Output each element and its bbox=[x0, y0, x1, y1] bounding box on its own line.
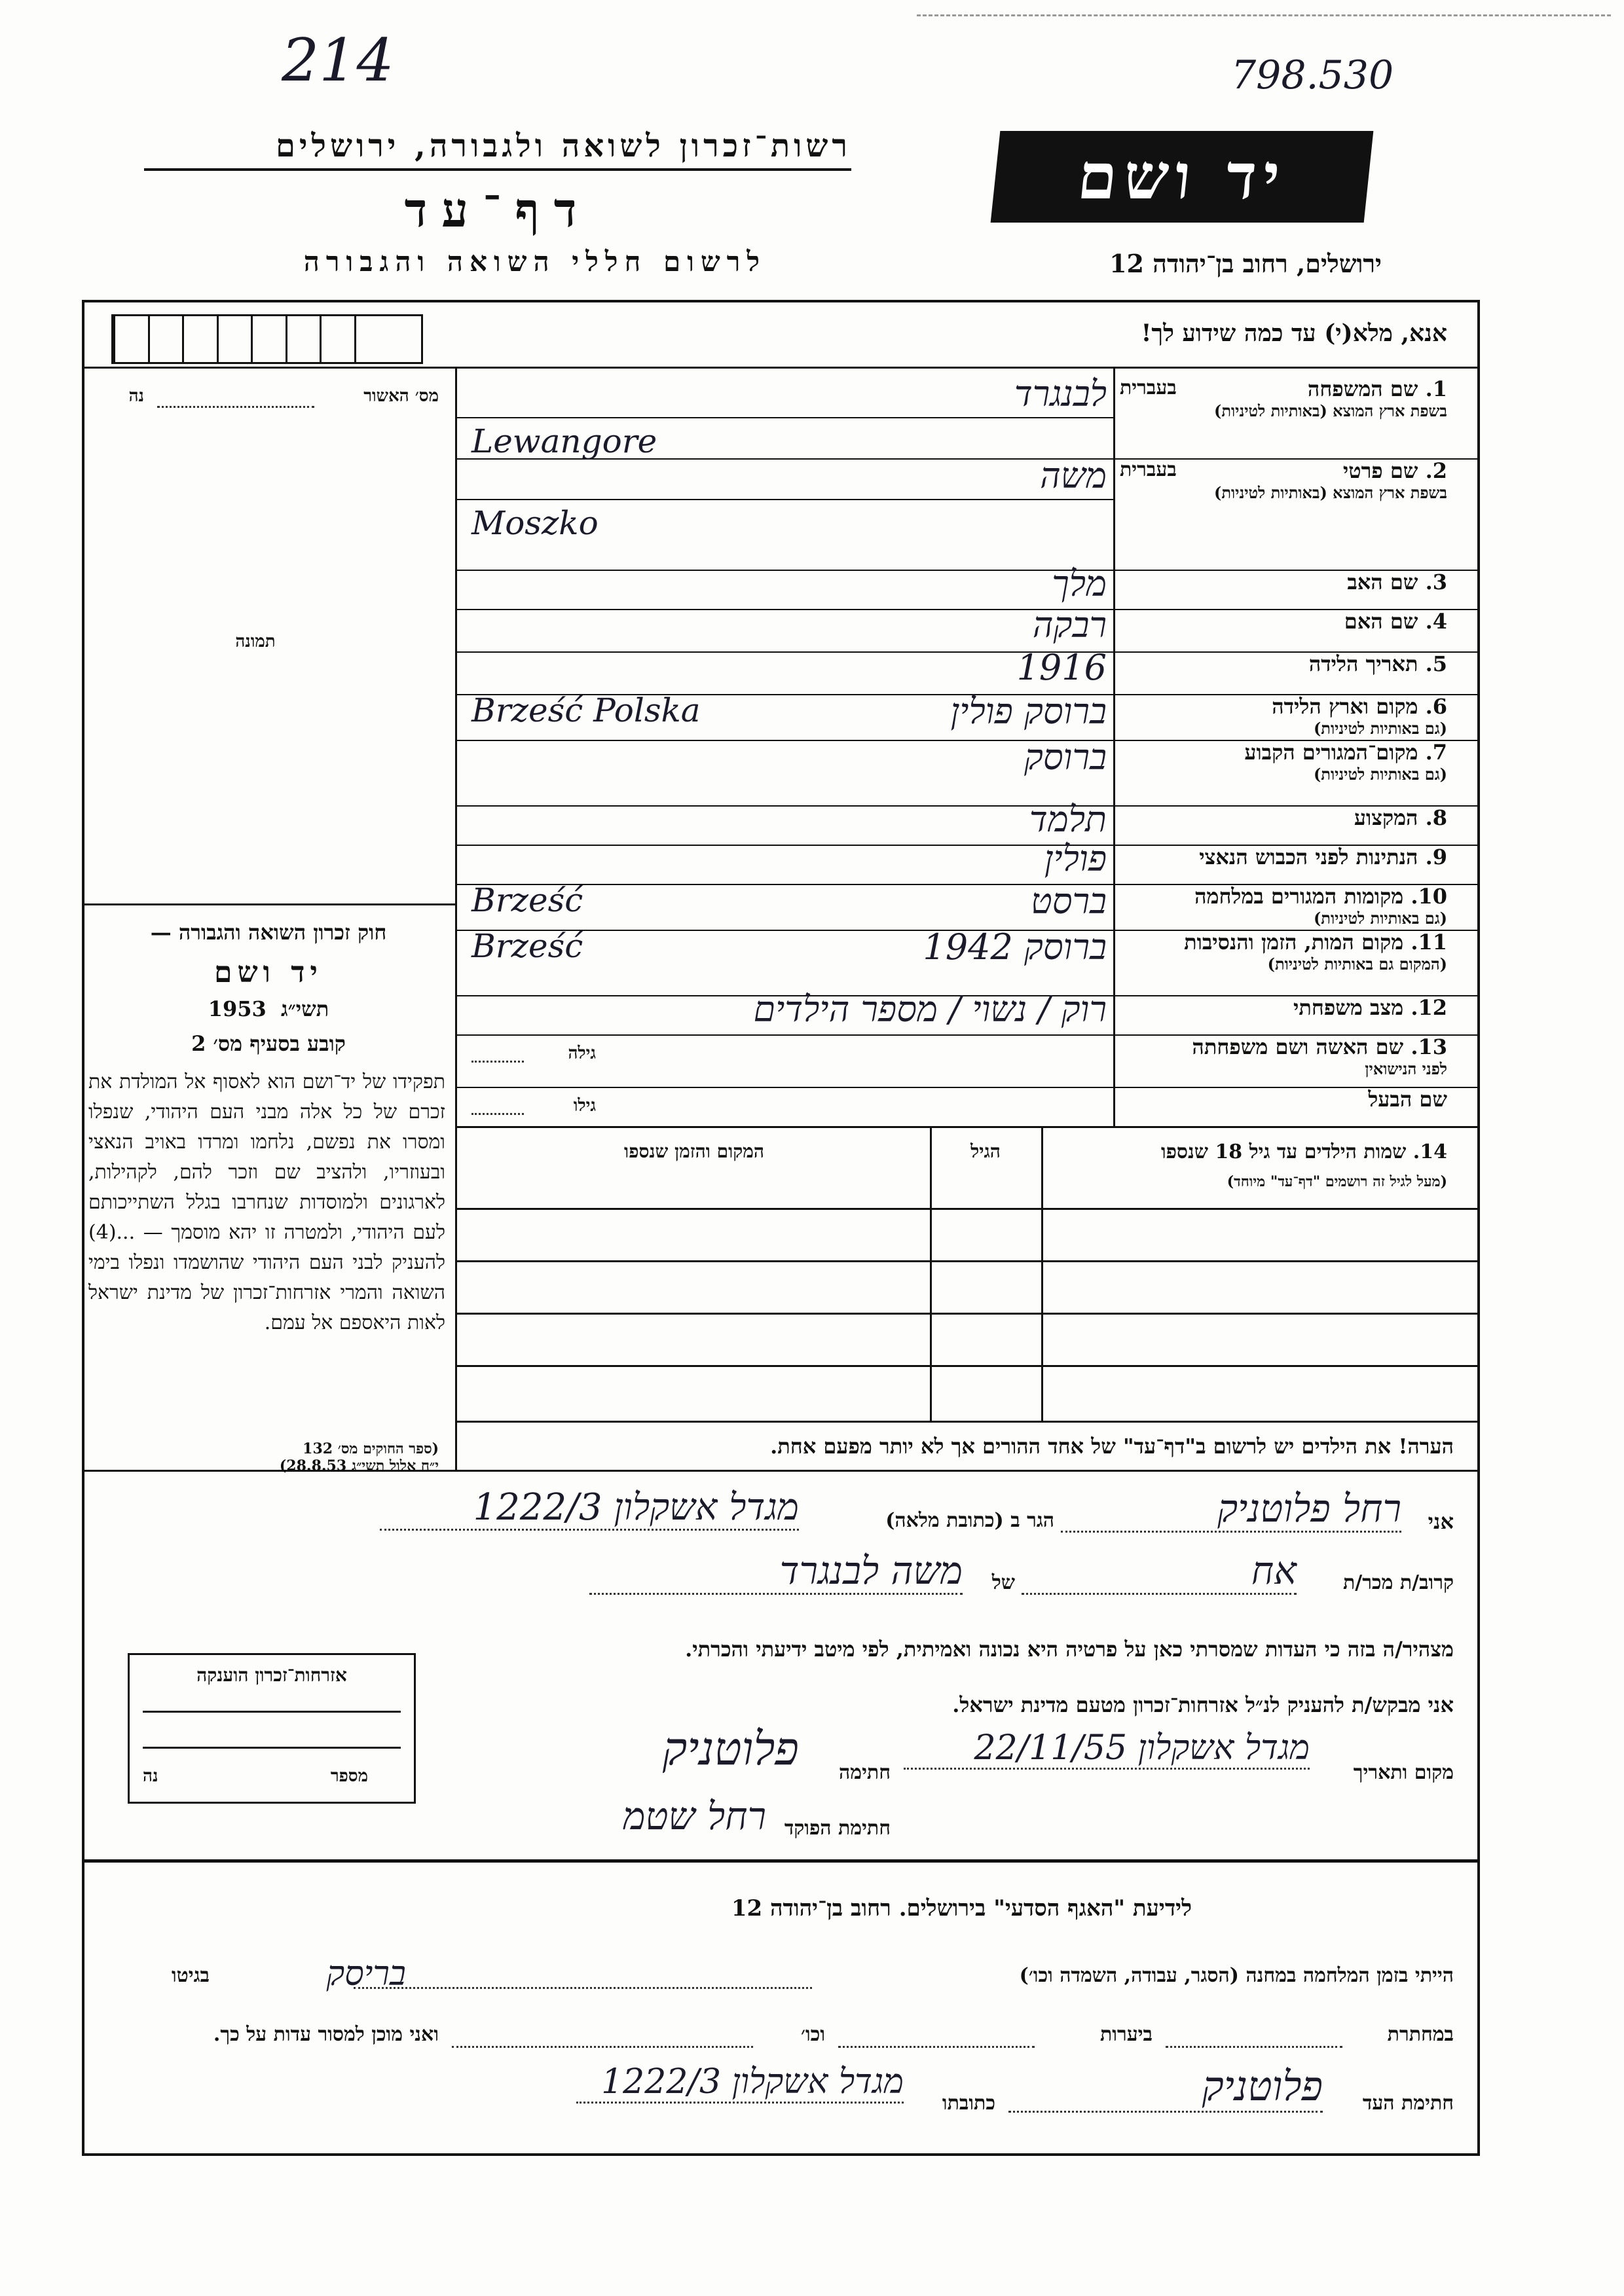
decl-place-date-label: מקום ותאריך bbox=[1353, 1761, 1454, 1784]
law-year: 1953 bbox=[208, 996, 267, 1021]
field-note: (גם באותיות לטיניות) bbox=[1313, 909, 1447, 928]
children-age-header: הגיל bbox=[970, 1140, 1001, 1162]
field-label: שם הבעל bbox=[1368, 1087, 1447, 1112]
footer-forests: ביערות bbox=[1099, 2023, 1153, 2046]
children-place-header: המקום והזמן שנספו bbox=[624, 1140, 764, 1162]
field-value: ברוסק bbox=[1024, 737, 1107, 778]
org-name: רשות־זכרון לשואה ולגבורה, ירושלים bbox=[144, 128, 851, 171]
field-label: 7. מקום־המגורים הקבוע bbox=[1244, 740, 1447, 765]
footer-ghetto-label: בגיטו bbox=[171, 1964, 210, 1987]
field-label-cell bbox=[1120, 845, 1447, 884]
children-num: 14. bbox=[1412, 1140, 1447, 1163]
citizenship-number-suffix: נה bbox=[143, 1766, 158, 1786]
field-label-cell bbox=[1120, 694, 1447, 740]
field-label: 5. תאריך הלידה bbox=[1308, 651, 1447, 676]
footer-address: מגדל אשקלון 1222/3 bbox=[576, 2062, 904, 2104]
footer-address-label: כתובתו bbox=[942, 2092, 995, 2115]
field-label: 11. מקום המות, הזמן והנסיבות bbox=[1184, 930, 1447, 955]
decl-residing-label: הגר ב (כתובת מלאה) bbox=[885, 1509, 1054, 1532]
decl-address: מגדל אשקלון 1222/3 bbox=[380, 1486, 799, 1531]
footer-underground-field bbox=[1166, 2046, 1342, 2048]
decl-ani: אני bbox=[1428, 1509, 1454, 1534]
footer-underground: במחתרת bbox=[1387, 2023, 1454, 2046]
children-note: (מעל לגיל זה רושמים "דף־עד" מיוחד) bbox=[1227, 1173, 1447, 1190]
footer-camp-field bbox=[354, 1987, 812, 1989]
field-label-cell bbox=[1120, 995, 1447, 1034]
law-text: תפקידו של יד־ושם הוא לאסוף אל המולדת את זכרם של כל אלה מבני העם היהודי, שנפלו ומסרו את נפשם, נלחמו ומרדו באויב הנאצי ובעוזריו, ולהציב שם וזכר להם, לקהילות, לארגונים ולמוסדות שנחרבו בגלל השתייכותם לעם היהודי, ולמטרה זו יהא מוסמך — ...(4) להעניק לבני העם היהודי שהושמדו ונפלו בימי השואה והמרי אזרחות־זכרון של מדינת ישראל לאות היאספם אל עמם. bbox=[88, 1070, 445, 1334]
field-label: 13. שם האשה ושם משפחתה bbox=[1192, 1034, 1447, 1059]
field-value: פולין bbox=[1044, 838, 1107, 879]
footer-etc: וכו׳ bbox=[801, 2023, 825, 2046]
decl-signature-label: חתימה bbox=[839, 1761, 891, 1784]
law-ref-line2: י״ח אלול תשי״ג 28.8.53) bbox=[279, 1457, 439, 1474]
children-row-1 bbox=[455, 1208, 1480, 1210]
rule-remark-bottom bbox=[82, 1470, 1480, 1472]
field-label: 4. שם האם bbox=[1344, 609, 1447, 634]
field-value: תלמד bbox=[1029, 799, 1107, 840]
field-mid-rule bbox=[455, 499, 1113, 500]
field-value: רבקה bbox=[1032, 604, 1107, 646]
field-value-latin: Lewangore bbox=[471, 422, 657, 460]
field-label-cell bbox=[1120, 805, 1447, 845]
rule-children-top bbox=[455, 1126, 1480, 1128]
decl-officer-label: חתימת הפוקד bbox=[784, 1817, 891, 1840]
children-row-4 bbox=[455, 1365, 1480, 1367]
code-boxes bbox=[111, 314, 423, 364]
law-year-he: תשי״ג bbox=[281, 996, 329, 1021]
field-age-label: גילה bbox=[568, 1044, 596, 1063]
field-value: רוק / נשוי / מספר הילדים bbox=[753, 989, 1107, 1030]
field-value-latin: Moszko bbox=[471, 504, 599, 542]
law-title: חוק זכרון השואה והגבורה — bbox=[150, 920, 387, 945]
law-clause: קובע בסעיף מס׳ 2 bbox=[191, 1031, 346, 1056]
decl-of-label: של bbox=[991, 1571, 1015, 1594]
form-subtitle: לרשום חללי השואה והגבורה bbox=[303, 246, 766, 278]
decl-relation-label: קרוב/ת מכר/ת bbox=[1342, 1571, 1454, 1594]
corner-reference: 798.530 bbox=[1231, 52, 1394, 98]
field-value: מלך bbox=[1052, 563, 1107, 604]
field-value-latin: Brześć bbox=[471, 927, 583, 965]
footer-ready: ואני מוכן למסור עדות על כך. bbox=[213, 2023, 439, 2046]
field-label: 3. שם האב bbox=[1347, 570, 1447, 594]
label-column-divider bbox=[1113, 367, 1115, 1126]
field-label-cell bbox=[1120, 651, 1447, 694]
children-row-2 bbox=[455, 1260, 1480, 1262]
rule-footer-top bbox=[82, 1859, 1480, 1863]
logo bbox=[991, 131, 1374, 223]
children-row-5 bbox=[455, 1421, 1480, 1423]
form-title: דף־עד bbox=[404, 182, 591, 238]
law-ref-line1: (ספר החוקים מס׳ 132 bbox=[303, 1440, 439, 1457]
footer-info: לידיעת "האגף הסדעי" בירושלים. רחוב בן־יהודה 12 bbox=[731, 1895, 1192, 1922]
footer-witness-label: חתימת העד bbox=[1362, 2092, 1454, 2115]
header-address: ירושלים, רחוב בן־יהודה 12 bbox=[1109, 249, 1382, 278]
field-label-cell bbox=[1120, 609, 1447, 651]
field-note: בשפת ארץ המוצא (באותיות לטיניות) bbox=[1214, 401, 1447, 420]
field-label: 8. המקצוע bbox=[1354, 805, 1447, 830]
children-row-3 bbox=[455, 1313, 1480, 1315]
decl-place-date: מגדל אשקלון 22/11/55 bbox=[904, 1728, 1310, 1770]
children-col-divider-1 bbox=[1041, 1126, 1043, 1421]
footer-ghetto-value: בריסק bbox=[326, 1954, 406, 1994]
left-panel-divider bbox=[455, 367, 457, 1470]
field-note: בשפת ארץ המוצא (באותיות לטיניות) bbox=[1214, 483, 1447, 502]
field-hebrew-tag: בעברית bbox=[1120, 458, 1177, 481]
field-label-cell bbox=[1120, 1087, 1447, 1126]
field-label: 2. שם פרטי bbox=[1342, 458, 1447, 483]
logo-text: יד ושם bbox=[1074, 139, 1290, 213]
children-col-divider-2 bbox=[930, 1126, 932, 1421]
decl-statement-2: אני מבקש/ת להעניק לנ״ל אזרחות־זכרון מטעם מדינת ישראל. bbox=[952, 1692, 1454, 1717]
field-value-latin: Brześć bbox=[471, 881, 583, 919]
citizenship-number-label: מספר bbox=[330, 1766, 368, 1786]
children-header bbox=[1048, 1140, 1447, 1163]
decl-statement-1: מצהיר/ה בזה כי העדות שמסרתי כאן על פרטיה היא נכונה ואמיתית, לפי מיטב ידיעתי והכרתי. bbox=[685, 1637, 1454, 1662]
decl-name: רחל פלוטניק bbox=[1061, 1486, 1401, 1533]
field-age-label: גילו bbox=[573, 1096, 596, 1116]
field-label-cell bbox=[1120, 570, 1447, 609]
remark: הערה! את הילדים יש לרשום ב"דף־עד" של אחד ההורים אך לא יותר מפעם אחת. bbox=[770, 1434, 1454, 1459]
decl-signature: פלוטניק bbox=[662, 1722, 799, 1776]
citizenship-title: אזרחות־זכרון הוענקה bbox=[196, 1664, 347, 1686]
field-note: לפני הנישואין bbox=[1365, 1059, 1447, 1078]
field-label-cell bbox=[1120, 376, 1447, 458]
approval-field bbox=[157, 406, 314, 408]
field-label: 6. מקום וארץ הלידה bbox=[1272, 694, 1447, 719]
field-age-field bbox=[471, 1061, 524, 1063]
archive-number: 214 bbox=[282, 26, 394, 95]
approval-suffix: נה bbox=[128, 386, 144, 406]
field-label-cell bbox=[1120, 740, 1447, 805]
field-note: (גם באותיות לטיניות) bbox=[1313, 719, 1447, 738]
field-label-cell bbox=[1120, 884, 1447, 930]
field-mid-rule bbox=[455, 417, 1113, 418]
field-value: משה bbox=[1040, 455, 1107, 496]
field-value-latin: Brześć Polska bbox=[471, 691, 701, 729]
field-value: לבנגרד bbox=[1014, 373, 1107, 414]
instruction: אנא, מלא(י) עד כמה שידוע לך! bbox=[1141, 319, 1447, 347]
field-value: ברסט bbox=[1031, 881, 1107, 922]
field-label: 12. מצב משפחתי bbox=[1293, 995, 1447, 1020]
decl-of: משה לבנגרד bbox=[589, 1548, 963, 1595]
law-name: יד ושם bbox=[214, 956, 323, 989]
decl-officer-signature: רחל שטמ bbox=[623, 1794, 766, 1838]
field-value: 1916 bbox=[1016, 647, 1107, 688]
field-hebrew-tag: בעברית bbox=[1120, 376, 1177, 399]
footer-line-1: הייתי בזמן המלחמה במחנה (הסגר, עבודה, השמדה וכו׳) bbox=[1019, 1964, 1454, 1987]
citizenship-box bbox=[128, 1653, 416, 1804]
field-label-cell bbox=[1120, 1034, 1447, 1087]
law-year-row bbox=[92, 996, 445, 1021]
field-label: 10. מקומות המגורים במלחמה bbox=[1194, 884, 1447, 909]
field-value: ברוסק 1942 bbox=[923, 926, 1107, 968]
field-note: (גם באותיות לטיניות) bbox=[1313, 765, 1447, 784]
footer-forests-field bbox=[838, 2046, 1035, 2048]
field-age-field bbox=[471, 1113, 524, 1115]
approval-label: מס׳ האשור bbox=[363, 386, 439, 406]
children-label: שמות הילדים עד גיל 18 שנספו bbox=[1160, 1140, 1407, 1163]
field-value: ברוסק פולין bbox=[950, 691, 1107, 732]
field-label-cell bbox=[1120, 930, 1447, 995]
field-label: 9. הנתינות לפני הכבוש הנאצי bbox=[1199, 845, 1447, 869]
photo-label: תמונה bbox=[235, 632, 276, 651]
footer-etc-field bbox=[452, 2046, 753, 2048]
decl-relation: אח bbox=[1022, 1548, 1297, 1595]
footer-witness-signature: פלוטניק bbox=[1008, 2062, 1323, 2113]
field-note: (המקום גם באותיות לטיניות) bbox=[1267, 955, 1447, 974]
field-label-cell bbox=[1120, 458, 1447, 570]
scan-edge-line bbox=[917, 14, 1611, 16]
rule-top bbox=[82, 367, 1480, 369]
rule-left-mid bbox=[82, 903, 455, 905]
field-label: 1. שם המשפחה bbox=[1307, 376, 1447, 401]
